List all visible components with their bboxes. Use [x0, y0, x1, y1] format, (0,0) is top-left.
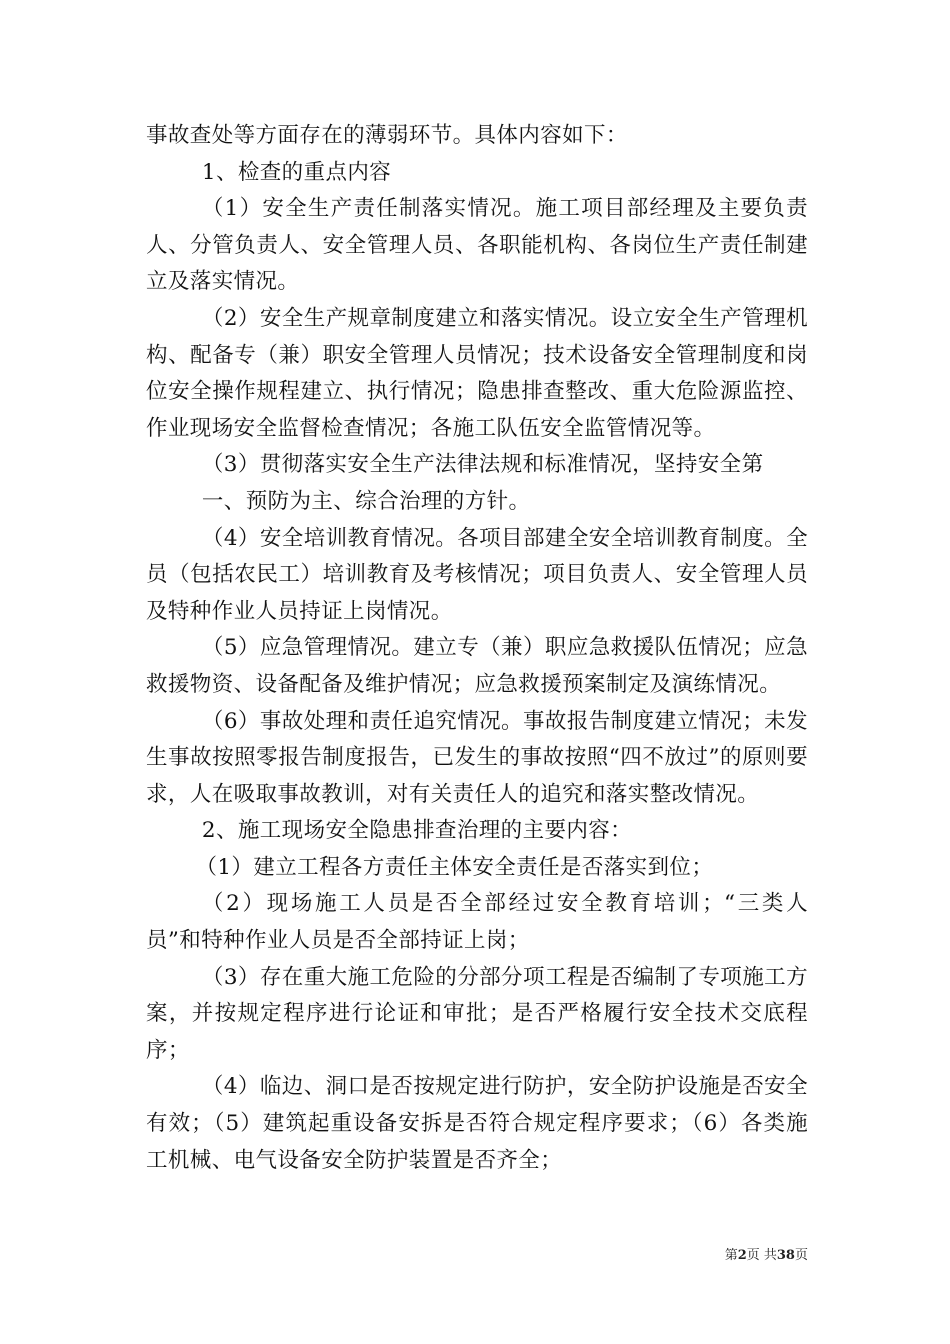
section-heading-2: 2、施工现场安全隐患排查治理的主要内容：	[201, 818, 633, 844]
paragraph-item-2-2: （2）现场施工人员是否全部经过安全教育培训；“三类人员”和特种作业人员是否全部持证上岗；	[146, 891, 808, 954]
section-heading-1: 1、检查的重点内容	[201, 159, 392, 185]
current-page-number: 2	[737, 1248, 747, 1263]
paragraph-item-1-2: （2）安全生产规章制度建立和落实情况。设立安全生产管理机构、配备专（兼）职安全管理人员情况；技术设备安全管理制度和岗位安全操作规程建立、执行情况；隐患排查整改、重大危险源监控、作业现场安全监督检查情况；各施工队伍安全监管情况等。	[146, 305, 808, 441]
paragraph-item-1-1: （1）安全生产责任制落实情况。施工项目部经理及主要负责人、分管负责人、安全管理人员、各职能机构、各岗位生产责任制建立及落实情况。	[146, 196, 808, 295]
paragraph-item-1-3-continued: 一、预防为主、综合治理的方针。	[201, 488, 531, 514]
paragraph-item-2-3: （3）存在重大施工危险的分部分项工程是否编制了专项施工方案，并按规定程序进行论证和审批；是否严格履行安全技术交底程序；	[146, 964, 808, 1063]
paragraph-item-1-6: （6）事故处理和责任追究情况。事故报告制度建立情况；未发生事故按照零报告制度报告，已发生的事故按照“四不放过”的原则要求，人在吸取事故教训，对有关责任人的追究和落实整改情况。	[146, 708, 808, 807]
paragraph-item-1-4: （4）安全培训教育情况。各项目部建全安全培训教育制度。全员（包括农民工）培训教育及考核情况；项目负责人、安全管理人员及特种作业人员持证上岗情况。	[146, 525, 808, 624]
paragraph-intro: 事故查处等方面存在的薄弱环节。具体内容如下：	[146, 123, 628, 148]
paragraph-item-1-5: （5）应急管理情况。建立专（兼）职应急救援队伍情况；应急救援物资、设备配备及维护情况；应急救援预案制定及演练情况。	[146, 635, 808, 697]
footer-prefix: 第	[724, 1248, 738, 1263]
footer-suffix: 页	[794, 1248, 808, 1263]
paragraph-item-2-4: （4）临边、洞口是否按规定进行防护，安全防护设施是否安全有效；（5）建筑起重设备安拆是否符合规定程序要求；（6）各类施工机械、电气设备安全防护装置是否齐全；	[146, 1074, 808, 1173]
total-page-number: 38	[776, 1248, 795, 1263]
paragraph-item-2-1: （1）建立工程各方责任主体安全责任是否落实到位；	[195, 854, 714, 880]
page-footer	[0, 1244, 808, 1263]
document-body	[146, 118, 808, 1179]
paragraph-item-1-3: （3）贯彻落实安全生产法律法规和标准情况，坚持安全第	[201, 452, 764, 478]
footer-middle: 页 共	[746, 1248, 777, 1263]
